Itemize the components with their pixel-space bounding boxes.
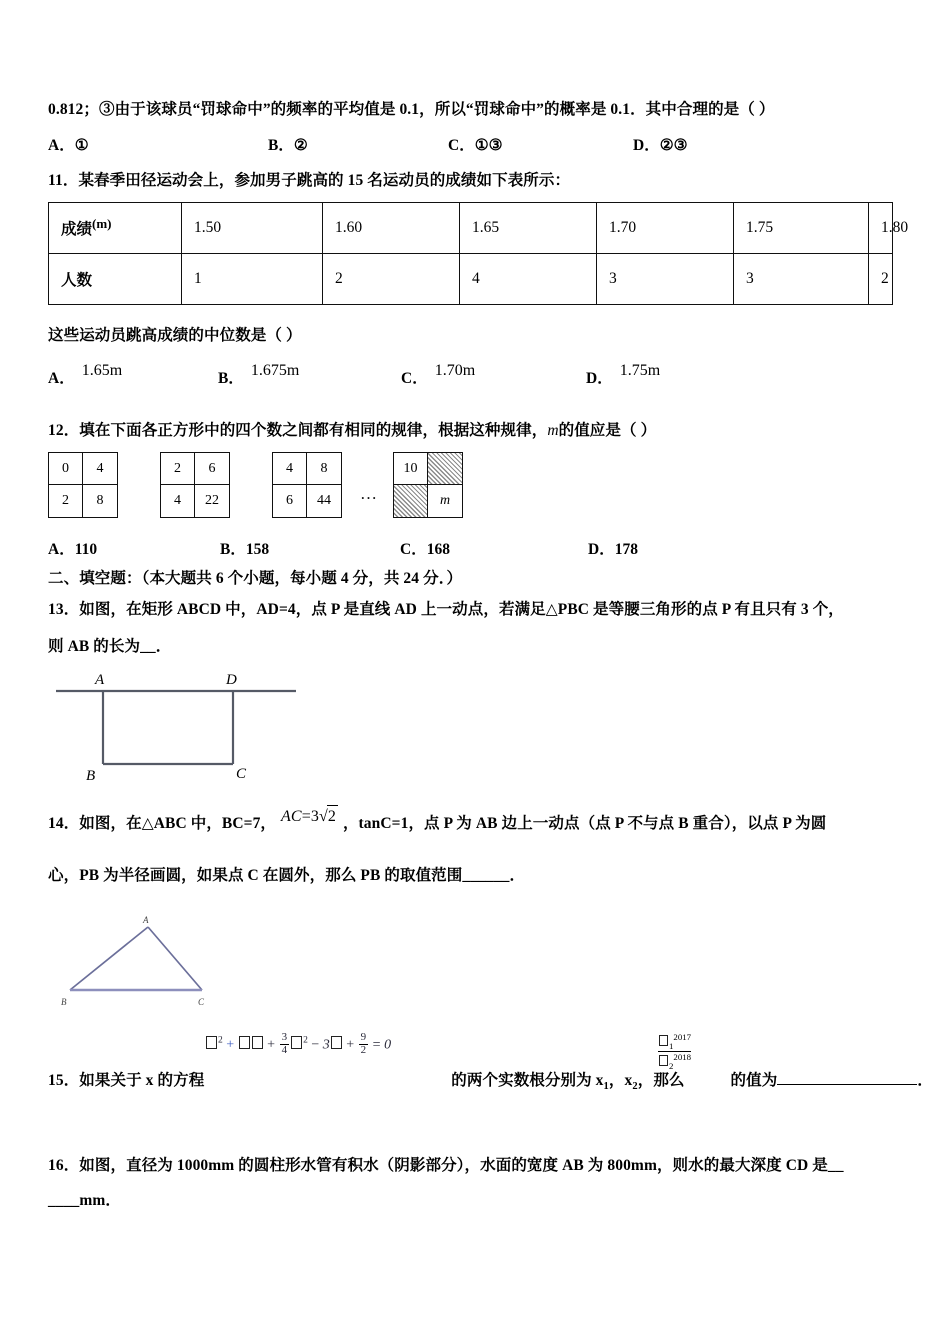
- table-cell-score-2: 1.65: [460, 203, 597, 254]
- q15-eq-plus-3: +: [346, 1037, 355, 1053]
- table-header-score-unit: (m): [92, 216, 112, 232]
- q15-equation: [205, 1033, 391, 1057]
- table-cell-count-1: 2: [323, 254, 460, 305]
- q14-stem-line2: 心，PB 为半径画圆，如果点 C 在圆外，那么 PB 的取值范围______．: [48, 867, 526, 884]
- q10-option-d-text: ②③: [659, 137, 688, 154]
- q15-x-sub-1: 1: [603, 1081, 609, 1093]
- square-3-bottom-left: 6: [273, 485, 307, 517]
- q12-options: [48, 537, 928, 559]
- q11-option-d-value: 1.75: [619, 362, 648, 379]
- q11-stem: 11．某春季田径运动会上，参加男子跳高的 15 名运动员的成绩如下表所示：: [48, 172, 571, 189]
- q11-option-a-value: 1.65: [81, 362, 110, 379]
- q12-stem-tail: 的值应是（ ）: [558, 422, 657, 439]
- q12-square-figures: [48, 452, 463, 518]
- square-2-bottom-right: 22: [205, 493, 219, 508]
- q15-eq-coef-3: 3: [322, 1037, 330, 1053]
- table-cell-count-3: 3: [597, 254, 734, 305]
- q11-option-b-unit: m: [286, 362, 300, 379]
- q11-option-d-label: D．: [586, 370, 613, 387]
- table-cell-score-0: 1.50: [182, 203, 323, 254]
- table-cell-score-3: 1.70: [597, 203, 734, 254]
- q14-math-coef: 3: [310, 808, 319, 825]
- q10-option-b[interactable]: [268, 133, 448, 155]
- q14-math-eq: =: [301, 808, 311, 825]
- q12-option-b-text: 158: [245, 541, 270, 558]
- square-3-bottom-right: 44: [317, 493, 331, 508]
- q14-stem-line1-a: 14．如图，在△ABC 中，BC=7，: [48, 815, 277, 832]
- tofu-glyph-1: [206, 1036, 217, 1049]
- q12-option-d-text: 178: [614, 541, 638, 558]
- q15-eq-equals: =: [372, 1037, 381, 1053]
- square-4-top-right: [428, 453, 462, 485]
- q10-option-b-text: ②: [293, 137, 308, 154]
- table-row-counts: [49, 254, 893, 305]
- q14-math-ac-expression: [281, 808, 338, 825]
- q10-option-a[interactable]: [48, 133, 268, 155]
- q13-stem-line1: 13．如图，在矩形 ABCD 中，AD=4，点 P 是直线 AD 上一动点，若满足△PBC 是等腰三角形的点 P 有且只有 3 个，: [48, 601, 844, 618]
- q15-stem: [48, 1070, 933, 1098]
- table-header-score-label: 成绩: [61, 221, 93, 239]
- q12-option-b[interactable]: [220, 537, 400, 559]
- q12-option-b-label: B．: [220, 541, 246, 558]
- q10-option-d-label: D．: [633, 137, 660, 154]
- q15-fraction: [658, 1032, 691, 1071]
- q12-stem-var: m: [547, 422, 559, 439]
- q12-stem: [48, 420, 656, 442]
- q14-figure-triangle-abc: [55, 905, 305, 1015]
- q15-stem-a: 15．如果关于 x 的方程: [48, 1072, 205, 1089]
- table-header-score: [49, 203, 182, 254]
- label-vertex-a: A: [95, 672, 105, 688]
- q10-option-c[interactable]: [448, 133, 633, 155]
- q10-continuation-text: 0.812；③由于该球员“罚球命中”的频率的平均值是 0.1，所以“罚球命中”的概率是 0.1．其中合理的是（ ）: [48, 101, 775, 118]
- q16-stem-line1: 16．如图，直径为 1000mm 的圆柱形水管有积水（阴影部分），水面的宽度 AB 为 800mm，则水的最大深度 CD 是__: [48, 1157, 844, 1174]
- tofu-glyph-num: [659, 1035, 668, 1046]
- sqrt-icon: √: [318, 808, 328, 825]
- q10-option-d[interactable]: [633, 133, 688, 155]
- section-2-heading: 二、填空题：（本大题共 6 个小题，每小题 4 分，共 24 分．）: [48, 570, 463, 587]
- q12-stem-text: 12．填在下面各正方形中的四个数之间都有相同的规律，根据这种规律，: [48, 422, 548, 439]
- q15-stem-e: 的值为: [730, 1072, 778, 1089]
- q11-sub-stem: 这些运动员跳高成绩的中位数是（ ）: [48, 327, 302, 344]
- q15-fraction-numerator: [658, 1032, 691, 1051]
- q15-x-sub-2: 2: [632, 1081, 638, 1093]
- q15-eq-rhs: 0: [384, 1037, 392, 1053]
- table-cell-count-4: 3: [734, 254, 869, 305]
- label-vertex-b: B: [61, 997, 67, 1007]
- square-2-bottom-left: 4: [161, 485, 195, 517]
- q15-den-sup: 2018: [673, 1052, 692, 1063]
- q11-option-c-label: C．: [401, 370, 428, 387]
- tofu-glyph-3: [252, 1036, 263, 1049]
- q13-figure-rectangle-abcd: [48, 668, 318, 793]
- q15-fraction-expression: [658, 1032, 691, 1071]
- q15-eq-frac-9-2-num: 9: [360, 1031, 367, 1043]
- q15-eq-exp-1: 2: [218, 1035, 223, 1046]
- q15-den-sub: 2: [669, 1061, 674, 1071]
- q14-stem-line1-b: ，tanC=1，点 P 为 AB 边上一动点（点 P 不与点 B 重合），以点 P 为圆: [342, 815, 827, 832]
- q11-option-c-unit: m: [462, 362, 476, 379]
- q15-stem-c: ，x: [608, 1072, 633, 1089]
- q11-option-b[interactable]: [218, 358, 401, 387]
- tofu-glyph-5: [331, 1036, 342, 1049]
- square-1-top-right: 4: [83, 453, 117, 485]
- label-vertex-c: C: [198, 997, 205, 1007]
- square-1-bottom-left: 2: [49, 485, 83, 517]
- square-figure-2: [160, 452, 230, 518]
- q14-stem-line1: [48, 808, 827, 835]
- table-cell-count-2: 4: [460, 254, 597, 305]
- label-vertex-a: A: [143, 915, 149, 925]
- q15-stem-b: 的两个实数根分别为 x: [451, 1072, 604, 1089]
- q13-stem-line2: 则 AB 的长为__．: [48, 638, 172, 655]
- q15-eq-frac-9-2: [359, 1032, 369, 1056]
- q11-option-d[interactable]: [586, 358, 661, 387]
- q15-period: ．: [917, 1072, 933, 1089]
- q12-option-c[interactable]: [400, 537, 588, 559]
- square-figure-1: [48, 452, 118, 518]
- square-1-top-left: 0: [49, 453, 83, 485]
- square-4-bottom-left: [394, 485, 428, 517]
- q15-num-sup: 2017: [673, 1032, 692, 1042]
- q10-options: [48, 133, 928, 155]
- tofu-glyph-den: [659, 1055, 668, 1066]
- q12-ellipsis: …: [360, 484, 379, 503]
- square-figure-3: [272, 452, 342, 518]
- label-vertex-c: C: [236, 766, 247, 782]
- q15-answer-blank[interactable]: [777, 1084, 917, 1085]
- q11-option-c-value: 1.70: [434, 362, 463, 379]
- q15-stem-d: ，那么: [637, 1072, 685, 1089]
- q12-option-c-label: C．: [400, 541, 427, 558]
- table-cell-score-5: 1.80: [869, 203, 893, 254]
- q15-eq-plus-1: +: [226, 1037, 235, 1053]
- q15-eq-plus-2: +: [267, 1037, 276, 1053]
- q15-eq-minus: −: [311, 1037, 320, 1053]
- tofu-glyph-4: [291, 1036, 302, 1049]
- q12-option-a[interactable]: [48, 537, 220, 559]
- q11-option-d-unit: m: [647, 362, 661, 379]
- q12-option-a-label: A．: [48, 541, 75, 558]
- square-3-top-right: 8: [307, 453, 341, 485]
- q10-option-a-label: A．: [48, 137, 75, 154]
- q14-math-lhs: AC: [281, 808, 302, 825]
- q10-option-a-text: ①: [74, 137, 89, 154]
- q12-option-d-label: D．: [588, 541, 615, 558]
- square-3-top-left: 4: [273, 453, 307, 485]
- q11-options: [48, 358, 928, 387]
- table-cell-count-5: 2: [869, 254, 893, 305]
- q15-num-sub: 1: [669, 1040, 674, 1051]
- q15-eq-exp-2: 2: [303, 1035, 308, 1046]
- q10-option-c-text: ①③: [474, 137, 503, 154]
- table-cell-count-0: 1: [182, 254, 323, 305]
- q15-eq-frac-3-4-num: 3: [281, 1031, 288, 1043]
- square-figure-4: [393, 452, 463, 518]
- square-2-top-left: 2: [161, 453, 195, 485]
- table-cell-score-1: 1.60: [323, 203, 460, 254]
- q12-option-d[interactable]: [588, 537, 638, 559]
- q12-option-a-text: 110: [74, 541, 98, 558]
- q11-option-a-unit: m: [109, 362, 123, 379]
- table-row-scores: [49, 203, 893, 254]
- q12-option-c-text: 168: [426, 541, 450, 558]
- q11-option-c[interactable]: [401, 358, 586, 387]
- label-vertex-b: B: [86, 768, 96, 784]
- table-header-count: 人数: [49, 254, 182, 305]
- table-cell-score-4: 1.75: [734, 203, 869, 254]
- q14-math-radicand: 2: [327, 805, 338, 828]
- q15-eq-frac-3-4-den: 4: [281, 1043, 288, 1056]
- square-2-top-right: 6: [195, 453, 229, 485]
- q15-fraction-denominator: [658, 1051, 691, 1071]
- square-1-bottom-right: 8: [96, 493, 104, 508]
- q11-option-b-value: 1.675: [250, 362, 287, 379]
- square-4-top-left: 10: [394, 453, 428, 485]
- segment-ba: [70, 927, 148, 990]
- q15-eq-frac-9-2-den: 2: [360, 1043, 367, 1056]
- q11-option-a-label: A．: [48, 370, 75, 387]
- square-4-bottom-right: m: [439, 493, 451, 508]
- q15-eq-frac-3-4: [280, 1032, 290, 1056]
- segment-ac: [148, 927, 202, 990]
- q10-option-b-label: B．: [268, 137, 294, 154]
- q10-option-c-label: C．: [448, 137, 475, 154]
- q11-option-a[interactable]: [48, 358, 218, 387]
- q11-option-b-label: B．: [218, 370, 244, 387]
- q11-score-table: [48, 202, 909, 305]
- tofu-glyph-2: [239, 1036, 250, 1049]
- q16-stem-line2: ____mm．: [48, 1192, 122, 1209]
- label-vertex-d: D: [226, 672, 237, 688]
